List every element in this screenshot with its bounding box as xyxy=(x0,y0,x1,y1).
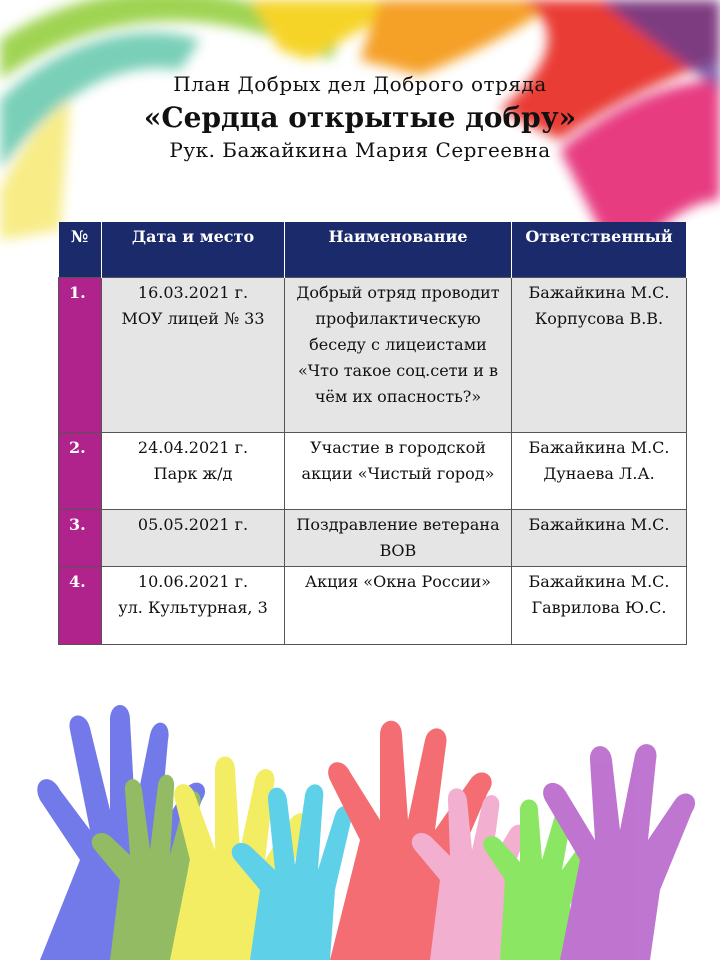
responsible-person: Гаврилова Ю.С. xyxy=(531,598,667,617)
event-place: МОУ лицей № 33 xyxy=(121,309,265,328)
column-header-date-place: Дата и место xyxy=(102,222,285,278)
row-number: 4. xyxy=(59,567,102,645)
plan-table xyxy=(58,222,687,645)
table-row xyxy=(59,278,687,433)
event-place: Парк ж/д xyxy=(153,464,233,483)
event-name: Участие в городской акции «Чистый город» xyxy=(285,433,512,510)
row-number: 3. xyxy=(59,510,102,567)
plan-title: План Добрых дел Доброго отряда xyxy=(173,72,547,96)
responsible-person: Дунаева Л.А. xyxy=(543,464,655,483)
date-place-cell xyxy=(102,278,285,433)
date-place-cell xyxy=(102,433,285,510)
date-place-cell xyxy=(102,510,285,567)
event-date: 10.06.2021 г. xyxy=(137,572,249,591)
document-header xyxy=(0,70,720,164)
responsible-person: Бажайкина М.С. xyxy=(528,283,670,302)
event-name: Добрый отряд проводит профилактическую беседу с лицеистами «Что такое соц.сети и в чём их опасность?» xyxy=(285,278,512,433)
table-row xyxy=(59,433,687,510)
row-number: 2. xyxy=(59,433,102,510)
event-date: 16.03.2021 г. xyxy=(137,283,249,302)
responsible-cell xyxy=(512,433,687,510)
event-place: ул. Культурная, 3 xyxy=(118,598,268,617)
event-name: Поздравление ветерана ВОВ xyxy=(285,510,512,567)
responsible-person: Бажайкина М.С. xyxy=(528,572,670,591)
raised-hands xyxy=(37,705,695,960)
responsible-cell xyxy=(512,510,687,567)
responsible-cell xyxy=(512,278,687,433)
responsible-person: Бажайкина М.С. xyxy=(528,515,670,534)
column-header-name: Наименование xyxy=(285,222,512,278)
column-header-number: № xyxy=(59,222,102,278)
date-place-cell xyxy=(102,567,285,645)
team-leader: Рук. Бажайкина Мария Сергеевна xyxy=(169,138,551,162)
responsible-person: Бажайкина М.С. xyxy=(528,438,670,457)
event-date: 05.05.2021 г. xyxy=(137,515,249,534)
table-row xyxy=(59,567,687,645)
event-date: 24.04.2021 г. xyxy=(137,438,249,457)
row-number: 1. xyxy=(59,278,102,433)
responsible-cell xyxy=(512,567,687,645)
responsible-person: Корпусова В.В. xyxy=(534,309,664,328)
event-name: Акция «Окна России» xyxy=(285,567,512,645)
team-name: «Сердца открытые добру» xyxy=(143,101,577,134)
table-row xyxy=(59,510,687,567)
table-header-row xyxy=(59,222,687,278)
column-header-responsible: Ответственный xyxy=(512,222,687,278)
